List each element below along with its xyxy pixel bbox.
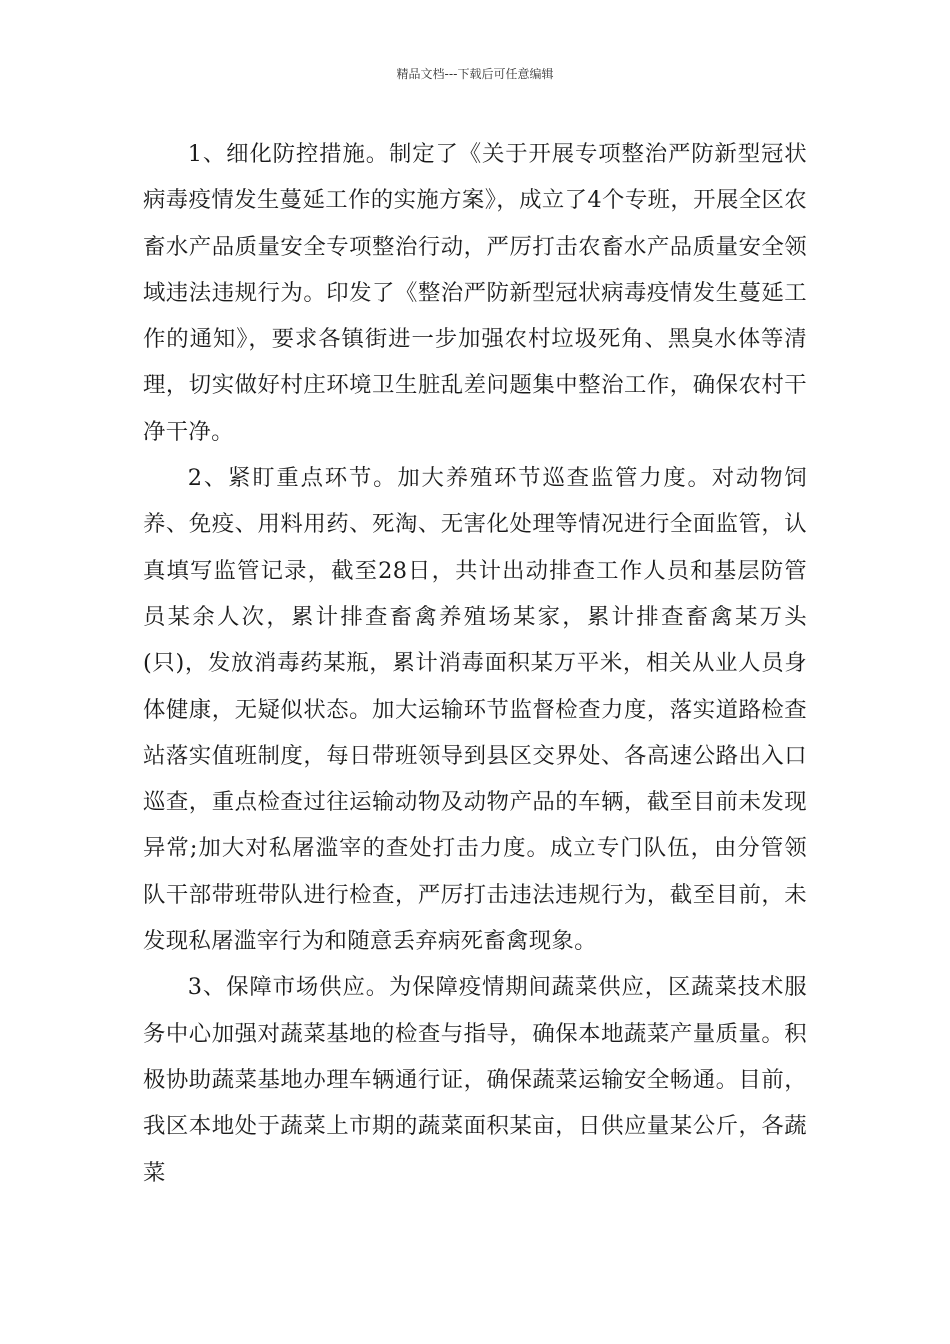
page-header: 精品文档---下载后可任意编辑 bbox=[396, 67, 554, 81]
paragraph-1: 1、细化防控措施。制定了《关于开展专项整治严防新型冠状病毒疫情发生蔓延工作的实施方案》，成立了4个专班，开展全区农畜水产品质量安全专项整治行动，严厉打击农畜水产品质量安全领域违法违规行为。印发了《整治严防新型冠状病毒疫情发生蔓延工作的通知》，要求各镇街进一步加强农村垃圾死角、黑臭水体等清理，切实做好村庄环境卫生脏乱差问题集中整治工作，确保农村干净干净。 bbox=[143, 141, 807, 445]
paragraph-3: 3、保障市场供应。为保障疫情期间蔬菜供应，区蔬菜技术服务中心加强对蔬菜基地的检查与指导，确保本地蔬菜产量质量。积极协助蔬菜基地办理车辆通行证，确保蔬菜运输安全畅通。目前，我区本地处于蔬菜上市期的蔬菜面积某亩，日供应量某公斤，各蔬菜 bbox=[143, 974, 807, 1186]
document-body bbox=[143, 131, 807, 1196]
paragraph-2: 2、紧盯重点环节。加大养殖环节巡查监管力度。对动物饲养、免疫、用料用药、死淘、无害化处理等情况进行全面监管，认真填写监管记录，截至28日，共计出动排查工作人员和基层防管员某余人次，累计排查畜禽养殖场某家，累计排查畜禽某万头(只)，发放消毒药某瓶，累计消毒面积某万平米，相关从业人员身体健康，无疑似状态。加大运输环节监督检查力度，落实道路检查站落实值班制度，每日带班领导到县区交界处、各高速公路出入口巡查，重点检查过往运输动物及动物产品的车辆，截至目前未发现异常;加大对私屠滥宰的查处打击力度。成立专门队伍，由分管领队干部带班带队进行检查，严厉打击违法违规行为，截至目前，未发现私屠滥宰行为和随意丢弃病死畜禽现象。 bbox=[143, 465, 807, 955]
